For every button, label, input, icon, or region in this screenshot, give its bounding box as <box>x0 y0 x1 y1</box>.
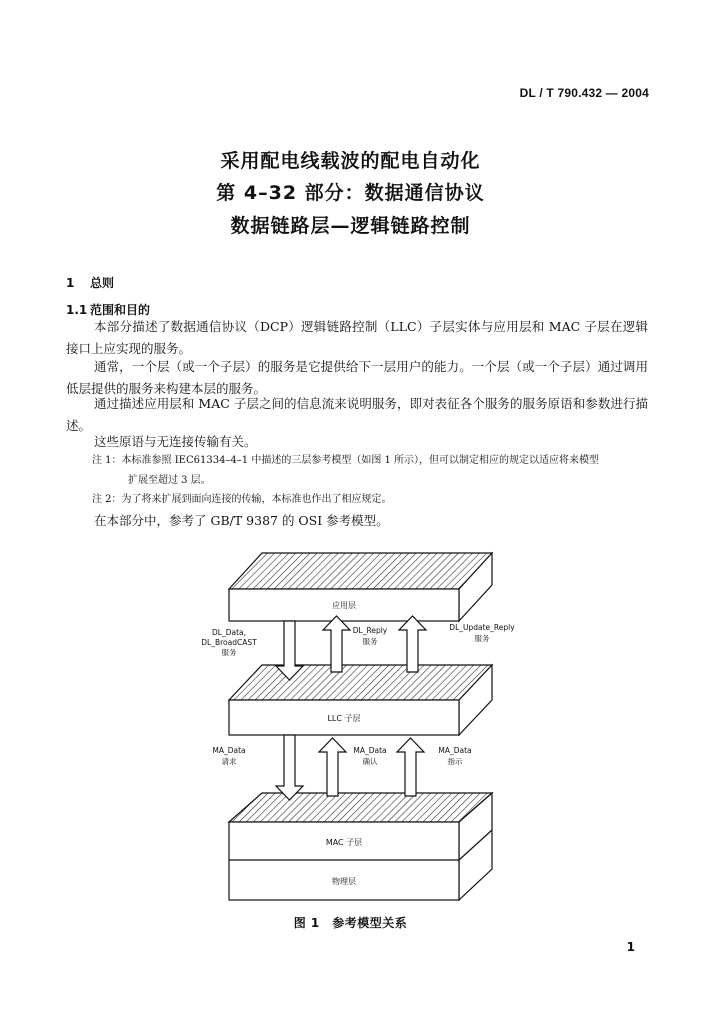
dl-update-reply-label-line-2: 服务 <box>474 634 490 643</box>
note-1-line-2: 扩展至超过 3 层。 <box>128 475 211 486</box>
title-line-1: 采用配电线载波的配电自动化 <box>220 150 481 172</box>
ma-data-request-label-line-1: MA_Data <box>212 746 246 755</box>
paragraph-osi-reference: 在本部分中，参考了 GB/T 9387 的 OSI 参考模型。 <box>94 513 389 528</box>
application-layer-block <box>229 553 492 621</box>
ma-data-confirm-up-arrow <box>319 738 346 796</box>
dl-update-reply-label-line-1: DL_Update_Reply <box>449 623 515 632</box>
page-number: 1 <box>626 940 635 954</box>
section-title: 总则 <box>90 276 115 290</box>
ma-data-confirm-label-line-1: MA_Data <box>353 746 387 755</box>
subsection-number: 1.1 <box>66 303 88 317</box>
dl-data-label-line-3: 服务 <box>221 648 237 657</box>
llc-sublayer-block <box>229 665 492 735</box>
paragraph-primitives: 这些原语与无连接传输有关。 <box>94 434 257 449</box>
mac-sublayer-label: MAC 子层 <box>325 838 363 847</box>
subsection-title: 范围和目的 <box>90 303 151 317</box>
dl-reply-up-arrow <box>323 616 350 672</box>
section-number: 1 <box>66 276 75 290</box>
dl-data-label-line-1: DL_Data, <box>212 628 246 637</box>
paragraph-information-flow: 通过描述应用层和 MAC 子层之间的信息流来说明服务，即对表征各个服务的服务原语和参数进行描述。 <box>66 396 648 433</box>
paragraph-service: 通常，一个层（或一个子层）的服务是它提供给下一层用户的能力。一个层（或一个子层）通过调用低层提供的服务来构建本层的服务。 <box>66 359 648 396</box>
standard-code: DL / T 790.432 — 2004 <box>519 86 649 100</box>
ma-data-indication-up-arrow <box>397 738 424 796</box>
note-2: 注 2：为了将来扩展到面向连接的传输，本标准也作出了相应规定。 <box>92 494 392 505</box>
ma-data-request-down-arrow <box>276 735 303 800</box>
ma-data-indication-label-line-1: MA_Data <box>438 746 472 755</box>
llc-sublayer-label: LLC 子层 <box>327 714 361 723</box>
title-line-2: 第 4–32 部分：数据通信协议 <box>216 182 485 204</box>
physical-layer-label: 物理层 <box>332 877 356 886</box>
mac-physical-block <box>229 793 492 900</box>
note-1-line-1: 注 1：本标准参照 IEC61334–4–1 中描述的三层参考模型（如图 1 所示），但可以制定相应的规定以适应将来模型 <box>92 455 600 466</box>
figure-caption: 图 1 参考模型关系 <box>293 916 408 930</box>
dl-reply-label-line-1: DL_Reply <box>352 626 388 635</box>
paragraph-scope: 本部分描述了数据通信协议（DCP）逻辑链路控制（LLC）子层实体与应用层和 MAC 子层在逻辑接口上应实现的服务。 <box>66 319 648 356</box>
dl-data-label-line-2: DL_BroadCAST <box>201 638 257 647</box>
title-line-3: 数据链路层—逻辑链路控制 <box>230 215 471 237</box>
ma-data-request-label-line-2: 请求 <box>221 757 237 766</box>
ma-data-indication-label-line-2: 指示 <box>447 757 463 766</box>
application-layer-label: 应用层 <box>332 601 356 610</box>
ma-data-confirm-label-line-2: 确认 <box>362 757 378 766</box>
dl-update-reply-up-arrow <box>399 616 426 672</box>
dl-reply-label-line-2: 服务 <box>362 637 378 646</box>
